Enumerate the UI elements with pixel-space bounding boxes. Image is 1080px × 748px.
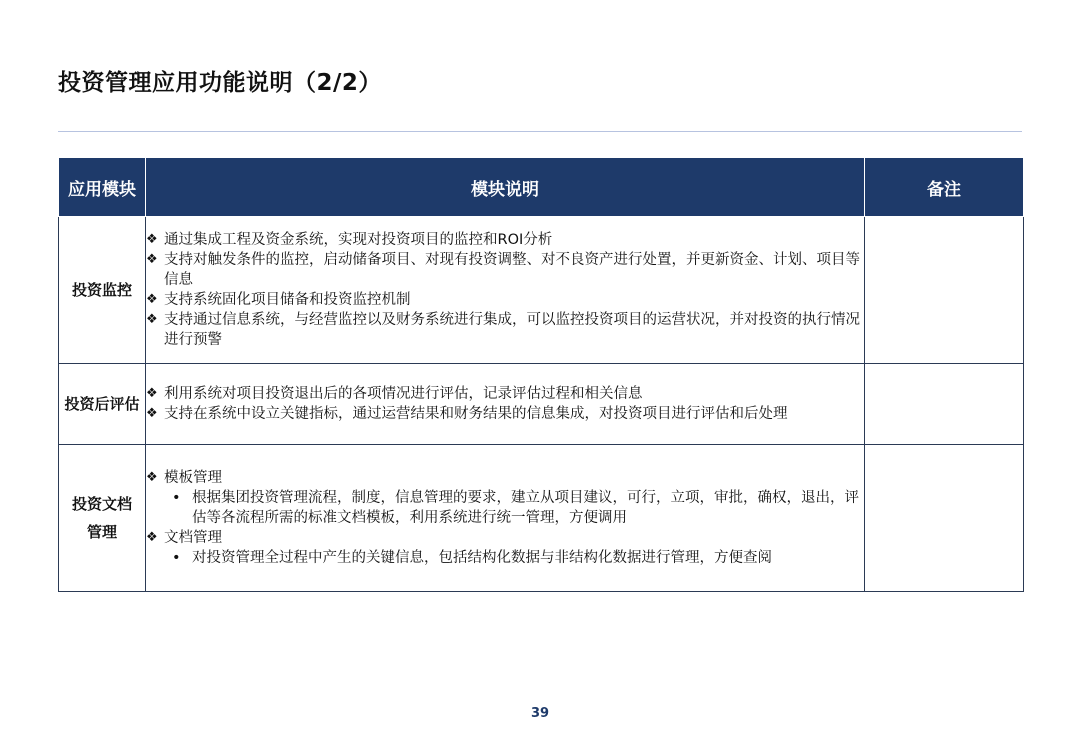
- sub-list-item: • 根据集团投资管理流程，制度，信息管理的要求，建立从项目建议，可行，立项，审批，确权，退出，评估等各流程所需的标准文档模板，利用系统进行统一管理，方便调用: [172, 490, 859, 526]
- list-item: ❖ 模板管理: [146, 470, 222, 486]
- description-cell: [146, 445, 865, 592]
- header-module: 应用模块: [59, 158, 146, 217]
- diamond-bullet-icon: ❖: [146, 406, 158, 421]
- diamond-bullet-icon: ❖: [146, 292, 158, 307]
- diamond-bullet-icon: ❖: [146, 386, 158, 401]
- diamond-bullet-icon: ❖: [146, 232, 158, 247]
- table-row: [59, 445, 1024, 592]
- header-description: 模块说明: [146, 158, 865, 217]
- description-cell: [146, 217, 865, 364]
- note-cell: [865, 217, 1024, 364]
- page-number: 39: [530, 706, 550, 721]
- diamond-bullet-icon: ❖: [146, 252, 158, 267]
- description-cell: [146, 364, 865, 445]
- diamond-bullet-icon: ❖: [146, 470, 158, 485]
- module-cell: [59, 217, 146, 364]
- dot-bullet-icon: •: [172, 490, 181, 506]
- dot-bullet-icon: •: [172, 550, 181, 566]
- module-name: 投资监控: [71, 281, 132, 299]
- module-name-line2: 管理: [86, 523, 117, 541]
- list-item: ❖ 支持系统固化项目储备和投资监控机制: [146, 292, 411, 308]
- diamond-bullet-icon: ❖: [146, 312, 158, 327]
- note-cell: [865, 445, 1024, 592]
- list-item: ❖ 支持在系统中设立关键指标，通过运营结果和财务结果的信息集成，对投资项目进行评估和后处理: [146, 406, 788, 422]
- module-cell: [59, 445, 146, 592]
- function-table: [58, 157, 1024, 592]
- diamond-bullet-icon: ❖: [146, 530, 158, 545]
- header-notes: 备注: [865, 158, 1024, 217]
- list-item: ❖ 通过集成工程及资金系统，实现对投资项目的监控和ROI分析: [146, 232, 553, 248]
- list-item: ❖ 利用系统对项目投资退出后的各项情况进行评估，记录评估过程和相关信息: [146, 386, 643, 402]
- table-row: [59, 217, 1024, 364]
- list-item: ❖ 支持对触发条件的监控，启动储备项目、对现有投资调整、对不良资产进行处置，并更新资金、计划、项目等信息: [146, 252, 860, 288]
- table-header-row: [59, 158, 1024, 217]
- module-name: 投资后评估: [64, 395, 140, 413]
- module-name-line1: 投资文档: [71, 495, 132, 513]
- sub-list-item: • 对投资管理全过程中产生的关键信息，包括结构化数据与非结构化数据进行管理，方便查阅: [172, 550, 772, 566]
- page-title: 投资管理应用功能说明（2/2）: [58, 70, 382, 96]
- note-cell: [865, 364, 1024, 445]
- title-divider: [58, 131, 1022, 132]
- list-item: ❖ 文档管理: [146, 530, 222, 546]
- table-row: [59, 364, 1024, 445]
- module-cell: [59, 364, 146, 445]
- list-item: ❖ 支持通过信息系统，与经营监控以及财务系统进行集成，可以监控投资项目的运营状况，并对投资的执行情况进行预警: [146, 312, 860, 348]
